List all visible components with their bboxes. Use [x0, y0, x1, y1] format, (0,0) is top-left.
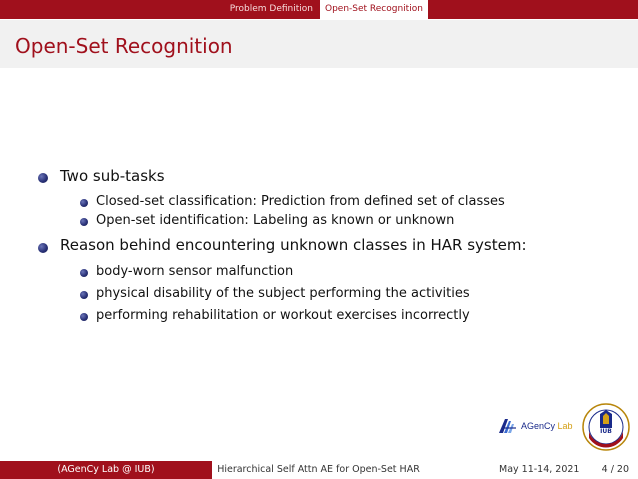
bullet-item: Reason behind encountering unknown classes in HAR system:	[60, 236, 527, 254]
footer-date: May 11-14, 2021	[499, 464, 580, 475]
agency-lab-suffix: Lab	[557, 421, 573, 431]
footer	[0, 461, 638, 479]
iub-seal-logo	[580, 402, 632, 452]
nav-section-open-set-recognition[interactable]: Open-Set Recognition	[320, 0, 428, 19]
agency-lab-name: AGenCy	[521, 421, 556, 431]
bullet-item: Two sub-tasks	[60, 167, 165, 185]
sub-bullet-item: performing rehabilitation or workout exercises incorrectly	[96, 308, 470, 323]
sub-bullet-icon	[80, 199, 88, 207]
footer-author: (AGenCy Lab @ IUB)	[0, 461, 212, 479]
sub-bullet-item: physical disability of the subject performing the activities	[96, 286, 470, 301]
footer-title: Hierarchical Self Attn AE for Open-Set HAR	[212, 461, 425, 479]
footer-date-page	[425, 461, 638, 479]
nav-section-problem-definition[interactable]: Problem Definition	[229, 4, 313, 14]
bullet-icon	[38, 243, 48, 253]
sub-bullet-item: Open-set identification: Labeling as known or unknown	[96, 213, 455, 228]
sub-bullet-item: Closed-set classification: Prediction from defined set of classes	[96, 194, 505, 209]
frame-title: Open-Set Recognition	[15, 34, 233, 58]
bullet-icon	[38, 173, 48, 183]
sub-bullet-icon	[80, 291, 88, 299]
sub-bullet-icon	[80, 313, 88, 321]
agency-lab-icon	[498, 418, 518, 434]
iub-seal-text: IUB	[600, 428, 612, 435]
sub-bullet-icon	[80, 269, 88, 277]
sub-bullet-item: body-worn sensor malfunction	[96, 264, 294, 279]
sub-bullet-icon	[80, 218, 88, 226]
agency-lab-logo	[498, 416, 573, 436]
footer-page-number: 4 / 20	[601, 464, 629, 475]
